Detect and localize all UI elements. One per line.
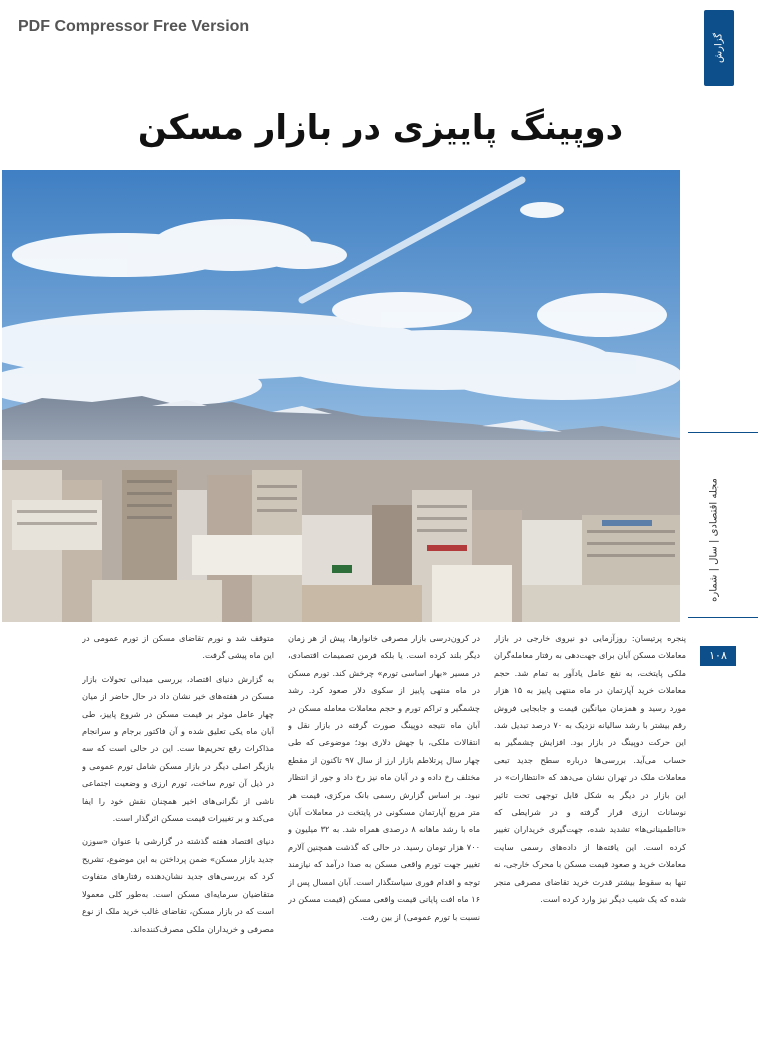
page-number: ۱۰۸ <box>700 646 736 666</box>
side-publication-info <box>704 478 724 602</box>
article-column-2 <box>288 630 480 960</box>
side-publication-label: مجله اقتصادی | سال | شماره <box>708 478 720 602</box>
paragraph: دنیای اقتصاد هفته گذشته در گزارشی با عنوان «سوزن جدید بازار مسکن» ضمن پرداختن به این موضوع، تشریح کرد که بررسی‌های جدید نشان‌دهنده رفتارهای متفاوت متقاضیان سرمایه‌ای مسکن است. به‌طور کلی معمولا است که در بازار مسکن، تقاضای غالب خرید ملک از نوع مصرفی و خریداران ملکی مصرف‌کننده‌اند. <box>82 836 274 934</box>
city-skyline-photo <box>2 170 680 622</box>
side-divider-top <box>688 432 758 433</box>
paragraph: در کرون‌درسی بازار مصرفی خانوارها، پیش از هر زمان دیگر بلند کرده است. یا بلکه فرمن تصمیمات اقتصادی، در مسیر «بهار اساسی تورم» چرخش کند. تورم مسکن در ماه منتهی پاییز از سکوی دلار صعود کرد. رشد چشمگیر و تراکم تورم و حجم معاملات معامله مسکن در آبان ماه نتیجه دوپینگ صورت گرفته در بازار نقل و انتقالات ملکی، با جهش دلاری بود؛ موضوعی که طی چهار سال پرتلاطم بازار ارز از سال ۹۷ تاکنون از مقطع مختلف رخ داده و در آبان ماه نیز رخ داد و جور از انتظار نبود. بر اساس گزارش رسمی بانک مرکزی، قیمت هر متر مربع آپارتمان مسکونی در پایتخت در معاملات آبان ماه با رشد ماهانه ۸ درصدی همراه شد. به ۳۲ میلیون و ۷۰۰ هزار تومان رسید. در حالی که گذشت همچنین آلارم تغییر جهت تورم واقعی مسکن به صدا درآمد که نیازمند توجه و اقدام فوری سیاستگذار است. آبان امسال پس از ۱۶ ماه افت پایانی قیمت واقعی مسکن (قیمت مسکن در نسبت با تورم عمومی) از بین رفت. <box>288 633 480 922</box>
article-column-3 <box>82 630 274 960</box>
paragraph: متوقف شد و نورم تقاضای مسکن از تورم عمومی در این ماه پیشی گرفت. <box>82 633 274 661</box>
paragraph: پنجره پرتیسان: روزآزمایی دو نیروی خارجی در بازار معاملات مسکن آبان برای جهت‌دهی به رفتار معامله‌گران ملکی پایتخت، به نفع عامل یادآور به تمام شد. حجم معاملات خرید آپارتمان در ماه منتهی پاییز به ۱۵ هزار مورد رسید و همزمان میانگین قیمت و جابجایی فروش رقم بیشتر با رشد سالیانه نزدیک به ۷۰ درصد تبدیل شد. این حرکت دوپینگ در بازار بود. افزایش چشمگیر به حساب می‌آید. بررسی‌ها درباره سطح جدید تبعی معاملات ملک در تهران نشان می‌دهد که «انتظارات» در این بازار در دیگر به شکل قابل توجهی تحت تاثیر نوسانات ارزی قرار گرفته و در شرایطی که «نااطمینانی‌ها» تشدید شده، جهت‌گیری خریداران تغییر کرده است. این یافته‌ها از داده‌های رسمی سایت معاملات خرید و صعود قیمت مسکن با محرک خارجی، نه تنها به سقوط بیشتر قدرت خرید تقاضای مصرفی منجر شده که یک شیب دیگر نیز وارد کرده است. <box>494 633 686 905</box>
watermark-text: PDF Compressor Free Version <box>18 18 250 35</box>
paragraph: به گزارش دنیای اقتصاد، بررسی میدانی تحولات بازار مسکن در هفته‌های خیر نشان داد در حال حاضر از میان چهار عامل موثر بر قیمت مسکن در شروع پاییز، طی آبان ماه یکی تعلیق شده و آن فاکتور برجام و سرانجام مذاکرات رفع تحریم‌ها ست. این در حالی است که سه بازیگر اصلی دیگر در بازار مسکن شامل تورم عمومی و در ذیل آن تورم ساخت، تورم ارزی و وضعیت اجتماعی ناشی از نگرانی‌های اخیر همچنان نقش خود را ایفا می‌کند و بر تغییرات قیمت مسکن اثرگذار است. <box>82 673 274 824</box>
section-tab-label: گزارش <box>713 32 725 64</box>
article-column-1 <box>494 630 686 960</box>
side-divider-bottom <box>688 617 758 618</box>
article-body <box>82 630 686 960</box>
section-tab <box>704 10 734 86</box>
article-title: دوپینگ پاییزی در بازار مسکن <box>137 108 624 148</box>
